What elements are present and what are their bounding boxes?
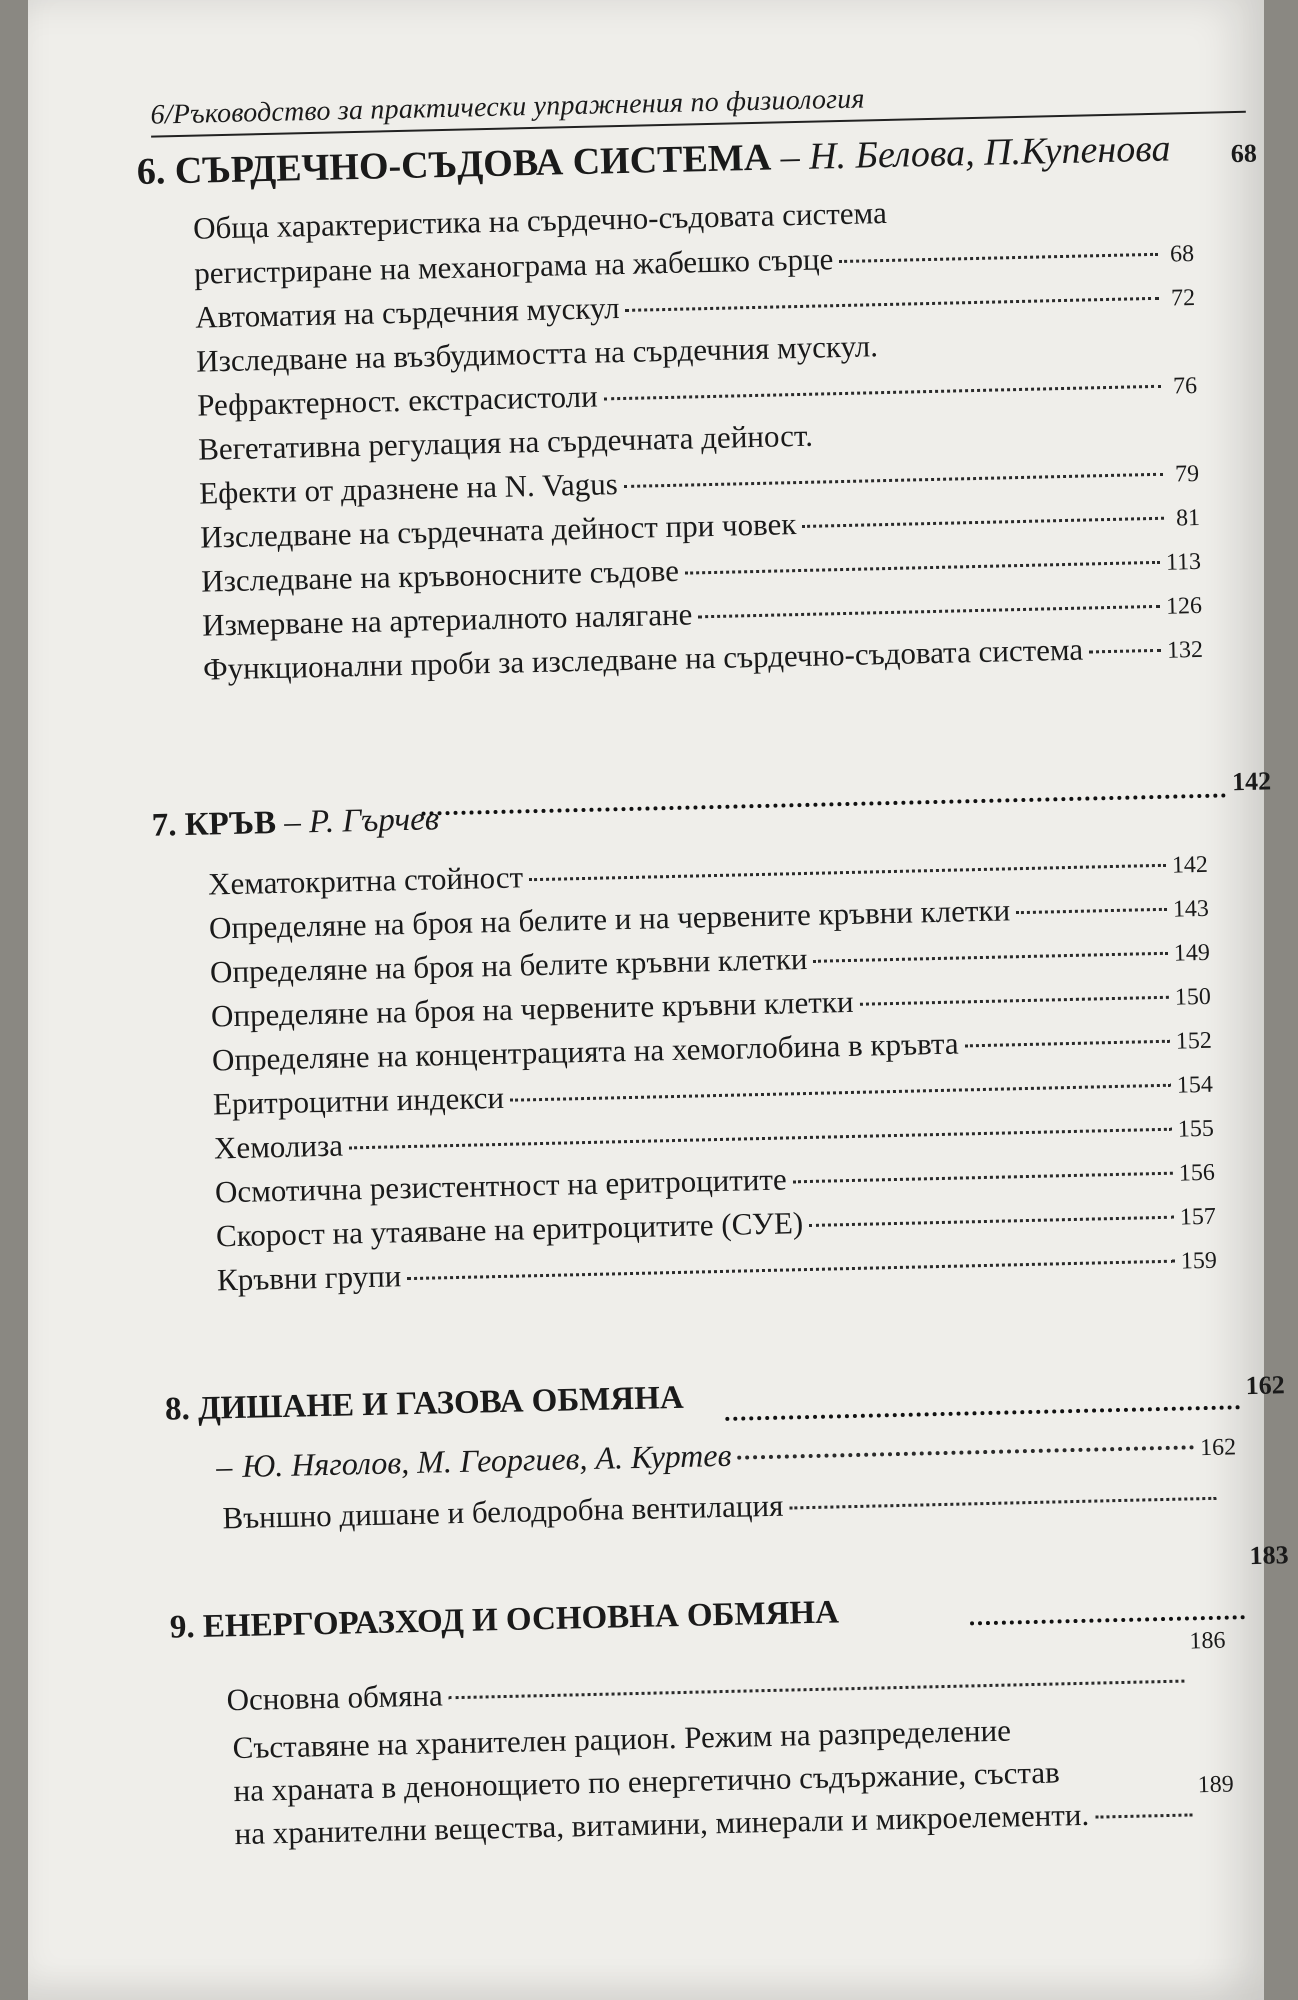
entry-page: 132 (1166, 636, 1204, 664)
dot-leader (789, 1496, 1216, 1510)
dot-leader (407, 1259, 1175, 1280)
page-number: 6 (150, 99, 166, 131)
entry-text: Кръвни групи (216, 1258, 402, 1298)
entry-text: Определяне на броя на червените кръвни клетки (210, 983, 854, 1034)
entry-page: 81 (1175, 504, 1201, 532)
dot-leader (793, 1171, 1173, 1184)
entry-text: Вегетативна регулация на сърдечната дейност. (197, 417, 814, 467)
dot-leader (1089, 648, 1161, 654)
section-page: 142 (1231, 766, 1272, 797)
entry-page: 126 (1165, 592, 1203, 620)
section-authors: Ю. Няголов, М. Георгиев, А. Куртев (241, 1436, 732, 1484)
dot-leader (813, 951, 1168, 963)
entry-page: 189 (1197, 1771, 1235, 1799)
book-title: Ръководство за практически упражнения по физиология (172, 83, 865, 131)
entry-text: Изследване на кръвоносните съдове (200, 552, 680, 599)
dot-leader (1095, 1813, 1192, 1818)
dot-leader (809, 1215, 1174, 1227)
section-number: 9. (169, 1609, 196, 1646)
entry-text: Определяне на броя на белите и на червените кръвни клетки (208, 892, 1011, 946)
section-authors: Н. Белова, П.Купенова (808, 127, 1171, 178)
dot-leader (510, 1083, 1171, 1102)
dot-leader (604, 384, 1161, 401)
toc-entry[interactable] (222, 1478, 1223, 1537)
section-title: ДИШАНЕ И ГАЗОВА ОБМЯНА (197, 1379, 685, 1427)
section-dash: – (283, 804, 302, 841)
dot-leader (1016, 907, 1167, 914)
section-title: СЪРДЕЧНО-СЪДОВА СИСТЕМА (174, 136, 772, 193)
section-6-heading (136, 125, 1257, 194)
entry-text: Функционални проби за изследване на сърдечно-съдовата система (202, 631, 1084, 687)
dot-leader (449, 1679, 1185, 1700)
entry-text: Изследване на сърдечната дейност при човек (199, 506, 797, 555)
dot-leader (685, 560, 1160, 575)
running-head-separator: / (164, 99, 174, 131)
entry-text: Рефрактерност. екстрасистоли (196, 378, 599, 423)
entry-text: Скорост на утаяване на еритроцитите (СУЕ) (215, 1205, 804, 1254)
entry-text: Автоматия на сърдечния мускул (194, 290, 620, 335)
entry-page: 152 (1175, 1027, 1213, 1055)
dot-leader (624, 472, 1163, 488)
entry-text: Ефекти от дразнене на N. Vagus (198, 466, 619, 511)
section-page: 162 (1199, 1434, 1237, 1462)
section-page: 183 (1249, 1540, 1289, 1571)
entry-page: 150 (1174, 983, 1212, 1011)
section-number: 6. (136, 150, 166, 193)
section-page: 162 (1245, 1370, 1286, 1401)
book-page (28, 0, 1289, 2000)
entry-text: Изследване на възбудимостта на сърдечния мускул. (195, 328, 879, 379)
section-7-heading (151, 766, 1272, 844)
toc-entry-multiline[interactable] (232, 1704, 1235, 1860)
entry-text: Осмотична резистентност на еритроцитите (214, 1161, 788, 1210)
section-title: КРЪВ (184, 804, 277, 844)
dot-leader (698, 604, 1160, 618)
entry-page: 156 (1178, 1159, 1216, 1187)
dot-leader (965, 1039, 1170, 1048)
dot-leader (737, 1444, 1194, 1459)
entry-text: Външно дишане и белодробна вентилация (222, 1487, 784, 1536)
authors-dash: – (215, 1448, 233, 1485)
dot-leader (839, 252, 1158, 263)
section-dash: – (780, 135, 801, 179)
section-title: ЕНЕРГОРАЗХОД И ОСНОВНА ОБМЯНА (202, 1594, 840, 1645)
entry-text: Определяне на концентрацията на хемоглобина в кръвта (211, 1025, 959, 1078)
entry-page: 142 (1171, 851, 1209, 879)
dot-leader (626, 296, 1160, 312)
entry-page: 186 (1189, 1627, 1226, 1655)
entry-page: 68 (1169, 240, 1195, 268)
entry-text: Еритроцитни индекси (212, 1079, 505, 1122)
entry-page: 76 (1172, 372, 1198, 400)
entry-page: 72 (1170, 284, 1196, 312)
dot-leader (529, 863, 1166, 881)
section-number: 7. (151, 807, 177, 844)
entry-text: регистриране на механограма на жабешко сърце (193, 241, 834, 291)
entry-text: Обща характеристика на сърдечно-съдовата система (192, 194, 888, 246)
entry-page: 155 (1177, 1115, 1215, 1143)
entry-page: 79 (1174, 460, 1200, 488)
entry-text: Определяне на броя на белите кръвни клетки (209, 940, 808, 990)
dot-leader (802, 516, 1164, 528)
entry-page: 113 (1165, 548, 1202, 576)
dot-leader (859, 995, 1168, 1006)
dot-leader (349, 1127, 1172, 1150)
entry-text: Хематокритна стойност (207, 859, 524, 902)
section-number: 8. (164, 1391, 191, 1428)
entry-line: на храната в денонощието по енергетично съдържание, състав (233, 1754, 1061, 1809)
section-9-heading (169, 1540, 1291, 1646)
entry-text: Хемолиза (213, 1127, 344, 1166)
entry-text: Измерване на артериалното налягане (201, 596, 693, 643)
entry-page: 149 (1173, 939, 1211, 967)
entry-page: 157 (1179, 1203, 1217, 1231)
entry-page: 154 (1176, 1071, 1214, 1099)
section-authors: Р. Гърчев (308, 801, 440, 841)
toc-content (133, 0, 1293, 1999)
section-page: 68 (1230, 138, 1258, 169)
entry-line: Съставяне на хранителен рацион. Режим на разпределение (232, 1712, 1012, 1766)
section-8-authors (216, 1425, 1237, 1485)
entry-page: 143 (1172, 895, 1210, 923)
entry-page: 159 (1180, 1247, 1218, 1275)
entry-line: на хранителни вещества, витамини, минерали и микроелементи. (234, 1796, 1090, 1852)
entry-text: Основна обмяна (226, 1677, 444, 1718)
